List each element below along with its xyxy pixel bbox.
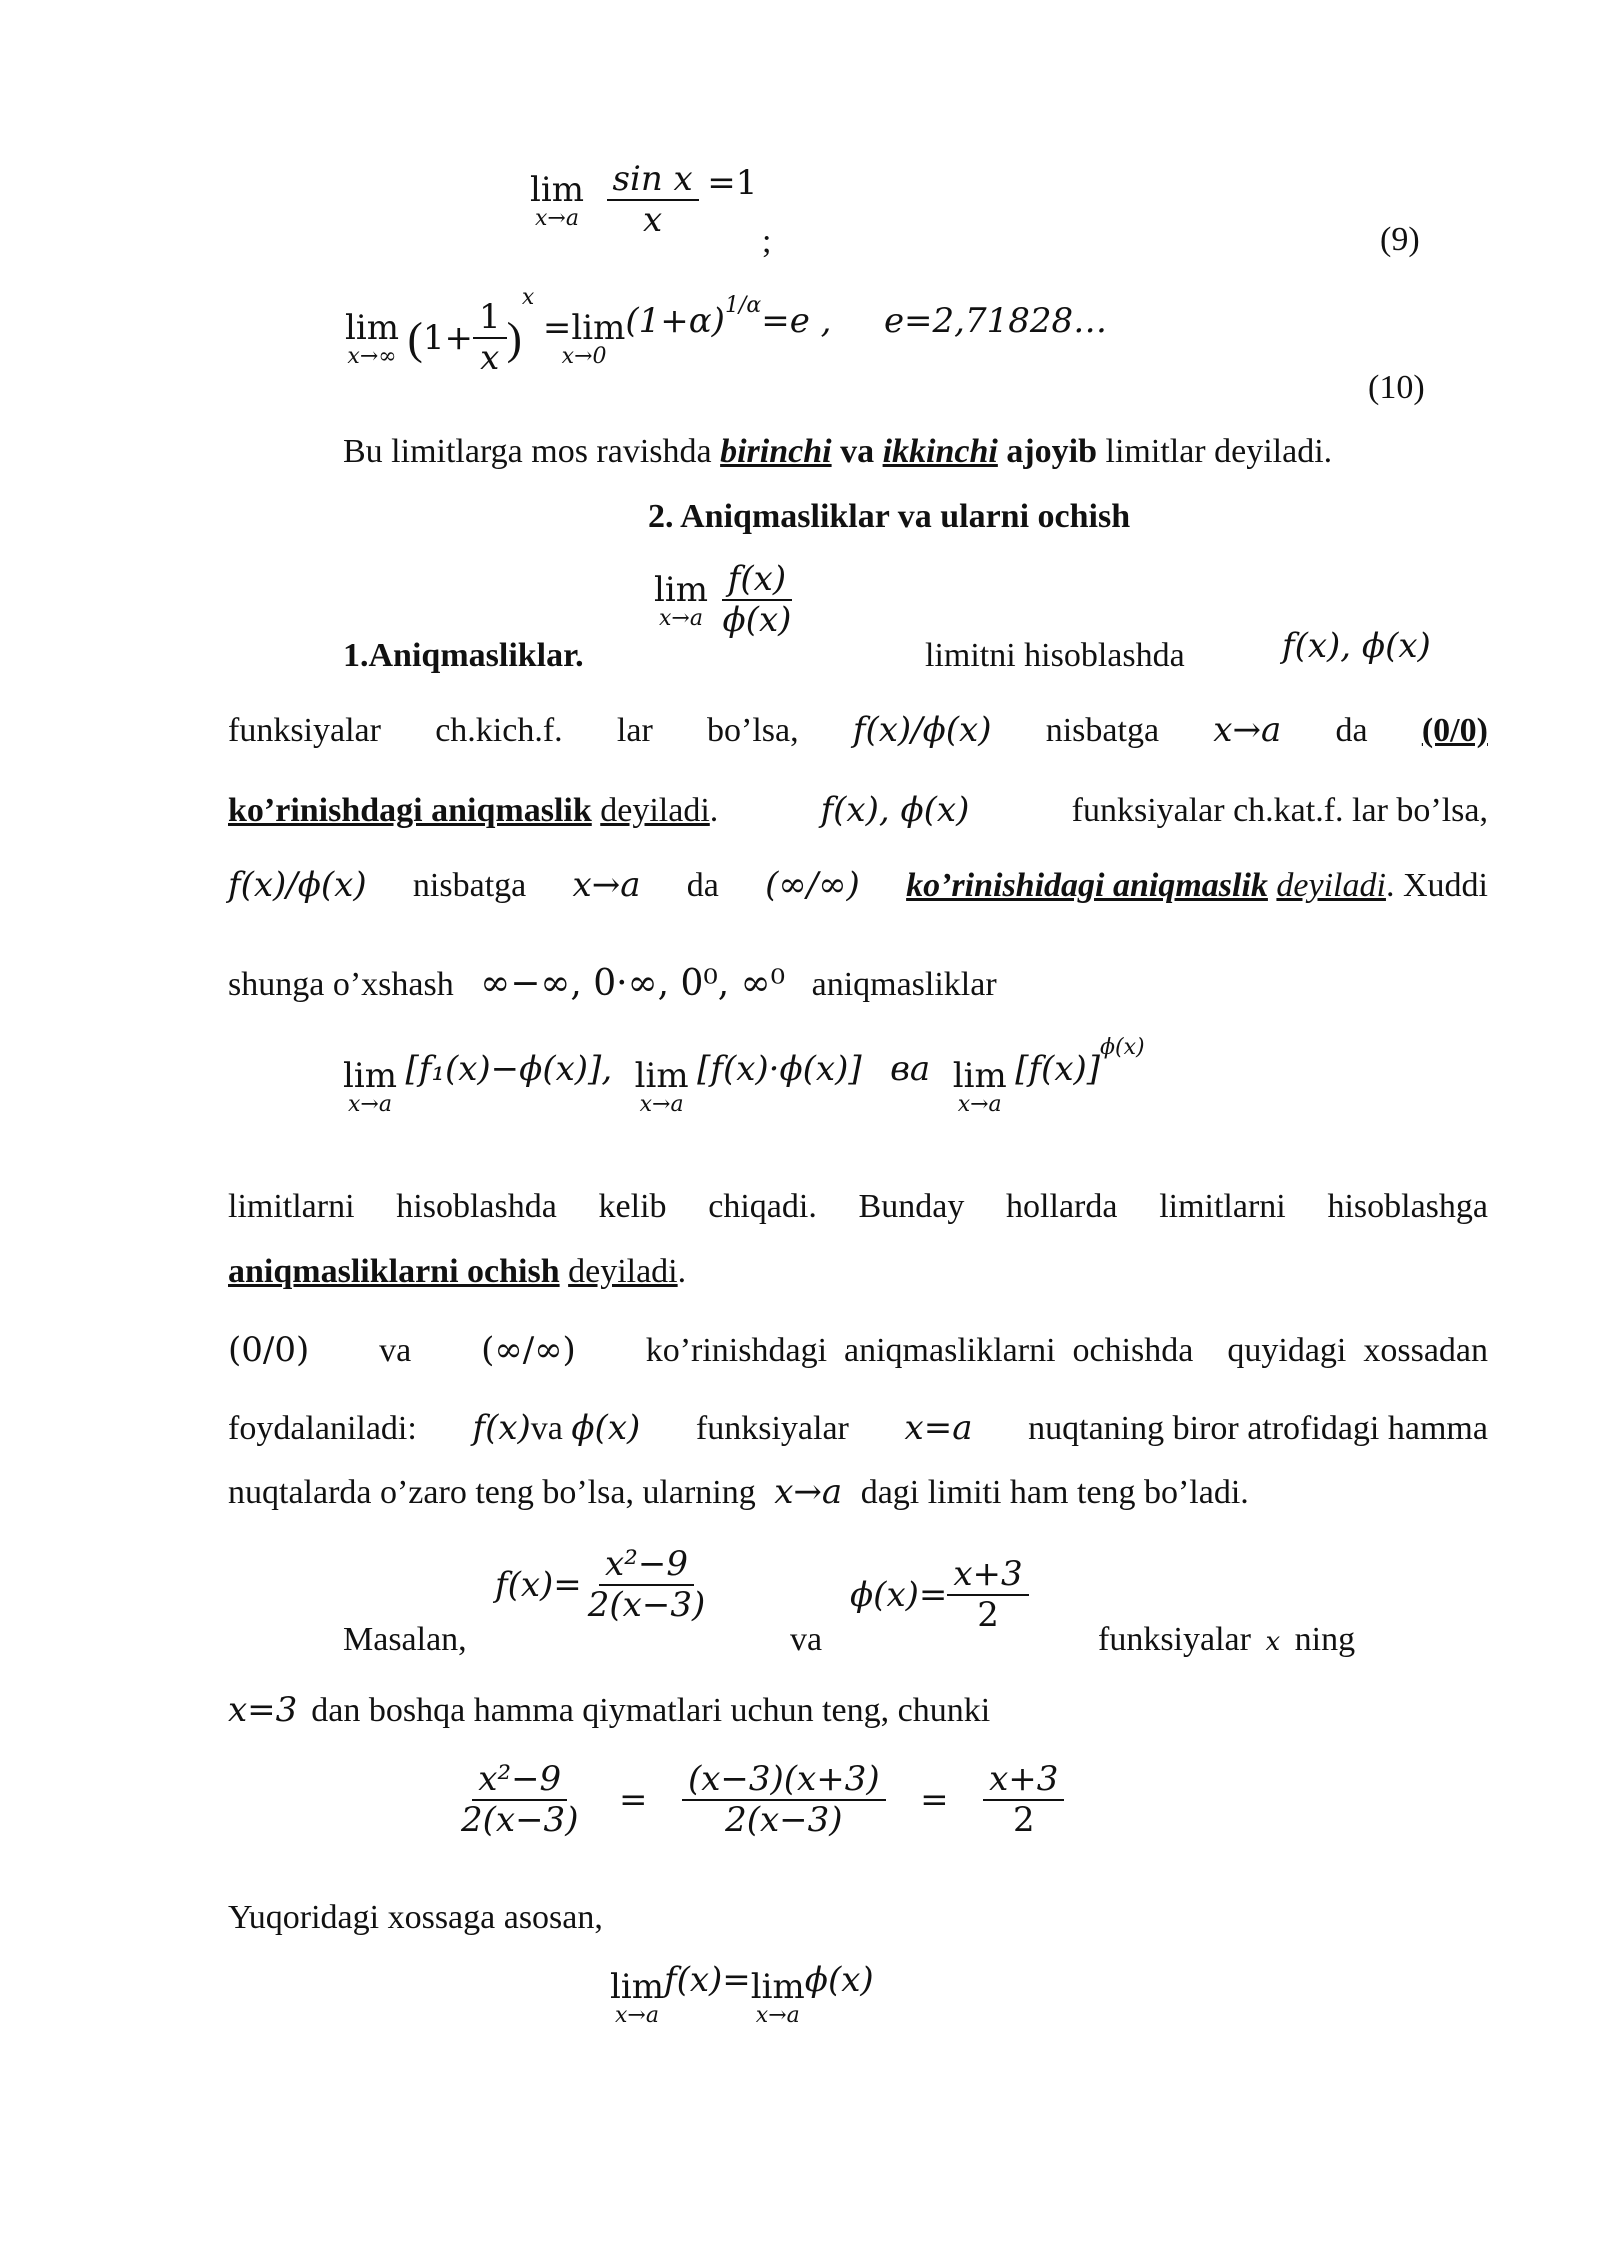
final-equation: lim x→a f(x)= lim x→a ϕ(x) xyxy=(610,1960,874,2028)
para3-line3: nuqtalarda o’zaro teng bo’lsa, ularning x→a dagi limiti ham teng bo’ladi. xyxy=(228,1472,1249,1512)
sin-over-x-fraction: $\frac{\text{sin x}}{x}$ xyxy=(607,160,699,240)
aniqmasliklar-label: 1.Aniqmasliklar. xyxy=(343,637,584,674)
term-birinchi: birinchi xyxy=(720,433,832,470)
example-masalan: Masalan, xyxy=(343,1621,467,1658)
equation-10: lim x→∞ (1+ $\frac{1}{x}$ )$^x$ =lim x→0 $(1+\alpha)^{1/\alpha}=e$ , e=2,71828… xyxy=(345,285,1108,379)
limit-ratio-expression: lim x→a $\frac{f(x)}{\phi(x)}$ xyxy=(654,559,792,641)
document-page: lim x→a $\frac{\text{sin x}}{x}$ =1 ; (9) lim x→∞ (1+ $\frac{1}{x}$ )$^x$ =lim x→0 $(1+\alpha)^{1/\alpha}=e$ , e=2,71828… (10) Bu limitlarga mos ravishda birinchi va ikkinchi ajoyib limitlar deyiladi. 2. Aniqmasliklar va ularni ochish 1.Aniqmasliklar. lim x→a $\frac{f(x)}{\phi(x)}$ limitni hisoblashda f(x), ϕ(x) funksiyalar ch.kich.f. lar bo’lsa, f(x)/ϕ(x) nisbatga x→a da (0/0) ko’rinishdagi aniqmaslik deyiladi. f(x), ϕ(x) funksiyalar ch.kat.f. lar bo’lsa, f(x)/ϕ(x) nisbatga x→a da (∞/∞) ko’rinishidagi aniqmaslik deyiladi. Xuddi shunga o’xshash ∞−∞, 0·∞, 0⁰, ∞⁰ aniqmasliklar lim x→a [f₁(x)−ϕ(x)], lim x→a [f(x)·ϕ(x)] ва lim x→a $[f(x)]^{\phi(x)}$ limitlarni hisoblashda kelib chiqadi. Bunday hollarda limitlarni hisoblashga aniqmasliklarni ochish deyiladi. (0/0) va (∞/∞) ko’rinishdagi aniqmasliklarni ochishda quyidagi xossadan foydalaniladi: f(x)va ϕ(x) funksiyalar x=a nuqtaning biror atrofidagi hamma nuqtalarda o’zaro teng bo’lsa, ularning x→a dagi limiti ham teng bo’ladi. Masalan, f(x)= $\frac{\text{x²−9}}{2(x-3)}$ va ϕ(x)= $\frac{x+3}{2}$ funksiyalar x ning x=3 dan boshqa hamma qiymatlari uchun teng, chunki $\frac{\text{x²−9}}{2(x-3)}$ = $\frac{(x-3)(x+3)}{2(x-3)}$ = $\frac{x+3}{2}$ Yuqoridagi xossaga asosan, lim x→a f(x)= lim x→a ϕ(x) xyxy=(228,159,1488,2028)
para1-line4: f(x)/ϕ(x) nisbatga x→a da (∞/∞) ko’rinishidagi aniqmaslik deyiladi. Xuddi xyxy=(228,865,1488,905)
example-f-definition: f(x)= $\frac{\text{x²−9}}{2(x-3)}$ xyxy=(495,1544,706,1626)
para1-line5: shunga o’xshash ∞−∞, 0·∞, 0⁰, ∞⁰ aniqmasliklar xyxy=(228,963,997,1004)
conclusion-text: Yuqoridagi xossaga asosan, xyxy=(228,1899,603,1936)
equation-9: lim x→a $\frac{\text{sin x}}{x}$ =1 xyxy=(530,159,758,241)
intro-sentence: Bu limitlarga mos ravishda birinchi va ikkinchi ajoyib limitlar deyiladi. xyxy=(343,433,1333,470)
para3-line1: (0/0) va (∞/∞) ko’rinishdagi aniqmasliklarni ochishda quyidagi xossadan xyxy=(228,1330,1488,1370)
term-ikkinchi: ikkinchi xyxy=(882,433,998,470)
section-heading: 2. Aniqmasliklar va ularni ochish xyxy=(648,498,1131,535)
equation-9-semicolon: ; xyxy=(762,223,772,260)
identity-equation: $\frac{\text{x²−9}}{2(x-3)}$ = $\frac{(x-3)(x+3)}{2(x-3)}$ = $\frac{x+3}{2}$ xyxy=(455,1760,1064,1840)
para2-line2: aniqmasliklarni ochish deyiladi. xyxy=(228,1253,687,1290)
example-line2: x=3 dan boshqa hamma qiymatlari uchun teng, chunki xyxy=(228,1690,991,1730)
para3-line2: foydalaniladi: f(x)va ϕ(x) funksiyalar x=a nuqtaning biror atrofidagi hamma xyxy=(228,1408,1488,1448)
example-phi-definition: ϕ(x)= $\frac{x+3}{2}$ xyxy=(850,1555,1029,1635)
limit-operator: lim x→a xyxy=(530,169,584,231)
para1-line3: ko’rinishdagi aniqmaslik deyiladi. f(x), ϕ(x) funksiyalar ch.kat.f. lar bo’lsa, xyxy=(228,790,1488,830)
limit-operator: lim x→∞ xyxy=(345,307,399,369)
limit-operator: =lim x→0 xyxy=(542,307,626,369)
equation-9-number: (9) xyxy=(1380,221,1420,258)
equation-10-number: (10) xyxy=(1368,369,1425,406)
para2-line1: limitlarni hisoblashda kelib chiqadi. Bunday hollarda limitlarni hisoblashga xyxy=(228,1188,1488,1225)
one-over-x-fraction: $\frac{1}{x}$ xyxy=(473,298,507,378)
indeterminate-limits-row: lim x→a [f₁(x)−ϕ(x)], lim x→a [f(x)·ϕ(x)] ва lim x→a $[f(x)]^{\phi(x)}$ xyxy=(343,1035,1145,1117)
para1-line2: funksiyalar ch.kich.f. lar bo’lsa, f(x)/ϕ(x) nisbatga x→a da (0/0) xyxy=(228,710,1488,750)
